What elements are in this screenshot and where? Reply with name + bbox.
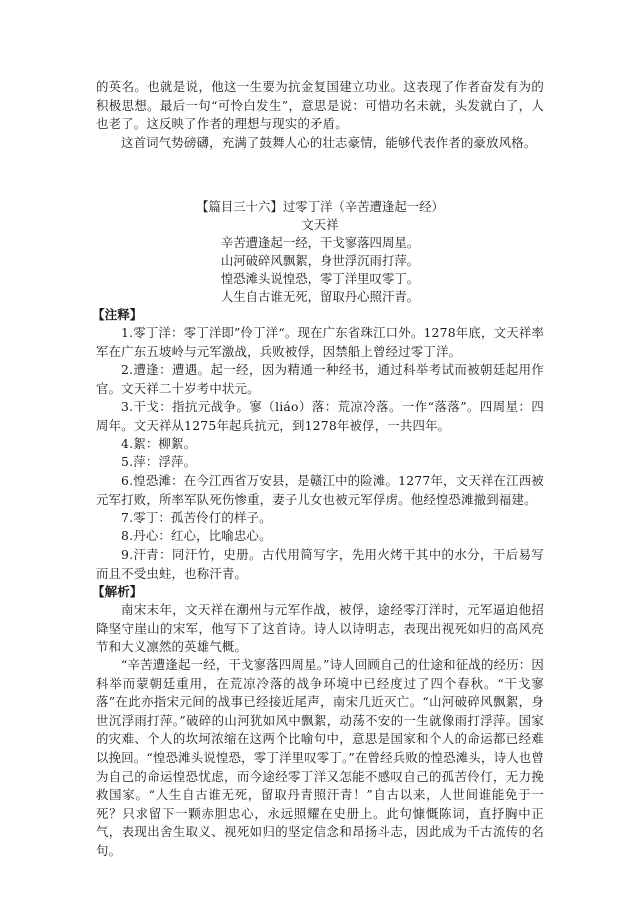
poem-title: 【篇目三十六】过零丁洋（辛苦遭逢起一经） [196,199,444,214]
poem-line-4: 人生自古谁无死，留取丹心照汗青。 [220,289,420,304]
poem-author: 文天祥 [301,217,339,232]
note-item-5: 5.萍：浮萍。 [121,454,197,469]
note-item-7: 7.零丁：孤苦伶仃的样子。 [121,510,272,525]
analysis-heading: 【解析】 [92,584,143,599]
poem-line-2: 山河破碎风飘絮，身世浮沉雨打萍。 [220,253,420,268]
note-item-6: 6.惶恐滩：在今江西省万安县，是赣江中的险滩。1277年，文天祥在江西被元军打败，所率军队死伤惨重，妻子儿女也被元军俘虏。他经惶恐滩撤到福建。 [96,473,544,507]
note-item-8: 8.丹心：红心，比喻忠心。 [121,528,272,543]
note-item-2: 2.遭逢：遭遇。起一经，因为精通一种经书，通过科举考试而被朝廷起用作官。文天祥二十岁考中状元。 [96,362,544,396]
note-item-1: 1.零丁洋：零丁洋即”伶丁洋“。现在广东省珠江口外。1278年底，文天祥率军在广东五坡岭与元军激战，兵败被俘，因禁船上曾经过零丁洋。 [96,325,544,359]
intro-paragraph-2: 这首词气势磅礴，充满了鼓舞人心的壮志豪情，能够代表作者的豪放风格。 [121,135,537,150]
poem-line-1: 辛苦遭逢起一经，干戈寥落四周星。 [220,235,420,250]
intro-paragraph-1: 的英名。也就是说，他这一生要为抗金复国建立功业。这表现了作者奋发有为的积极思想。最后一句“可怜白发生”，意思是说：可惜功名未就，头发就白了，人也老了。这反映了作者的理想与现实的矛盾。 [96,79,544,132]
analysis-paragraph-1: 南宋末年，文天祥在潮州与元军作战，被俘，途经零汀洋时，元军逼迫他招降坚守崖山的宋军，他写下了这首诗。诗人以诗明志，表现出视死如归的高风亮节和大义凛然的英雄气概。 [96,602,544,655]
note-item-3: 3.干戈：指抗元战争。寥（liáo）落：荒凉冷落。一作“落落”。四周星：四周年。文天祥从1275年起兵抗元，到1278年被俘，一共四年。 [96,399,544,433]
note-item-4: 4.絮：柳絮。 [121,436,197,451]
notes-heading: 【注释】 [92,307,143,322]
analysis-paragraph-2: “辛苦遭逢起一经，干戈寥落四周星。”诗人回顾自己的仕途和征战的经历：因科举而蒙朝廷重用，在荒凉冷落的战争环境中已经度过了四个春秋。“干戈寥落”在此亦指宋元间的战事已经接近尾声，南宋几近灭亡。“山河破碎风飘絮，身世沉浮雨打萍。”破碎的山河犹如风中飘絮，动荡不安的一生就像雨打浮萍。国家的灾难、个人的坎坷浓缩在这两个比喻句中，意思是国家和个人的命运都已经难以挽回。“惶恐滩头说惶恐，零丁洋里叹零丁。”在曾经兵败的惶恐滩头，诗人也曾为自己的命运惶恐忧虑，而今途经零丁洋又怎能不感叹自己的孤苦伶仃，无力挽救国家。“人生自古谁无死，留取丹青照汗青！”自古以来，人世间谁能免于一死？只求留下一颗赤胆忠心，永远照耀在史册上。此句慷慨陈词，直抒胸中正气，表现出舍生取义、视死如归的坚定信念和昂扬斗志，因此成为千古流传的名句。 [96,657,544,858]
note-item-9: 9.汗青：同汗竹，史册。古代用简写字，先用火烤干其中的水分，干后易写而且不受虫蛀，也称汗青。 [96,547,544,581]
poem-line-3: 惶恐滩头说惶恐，零丁洋里叹零丁。 [220,271,420,286]
